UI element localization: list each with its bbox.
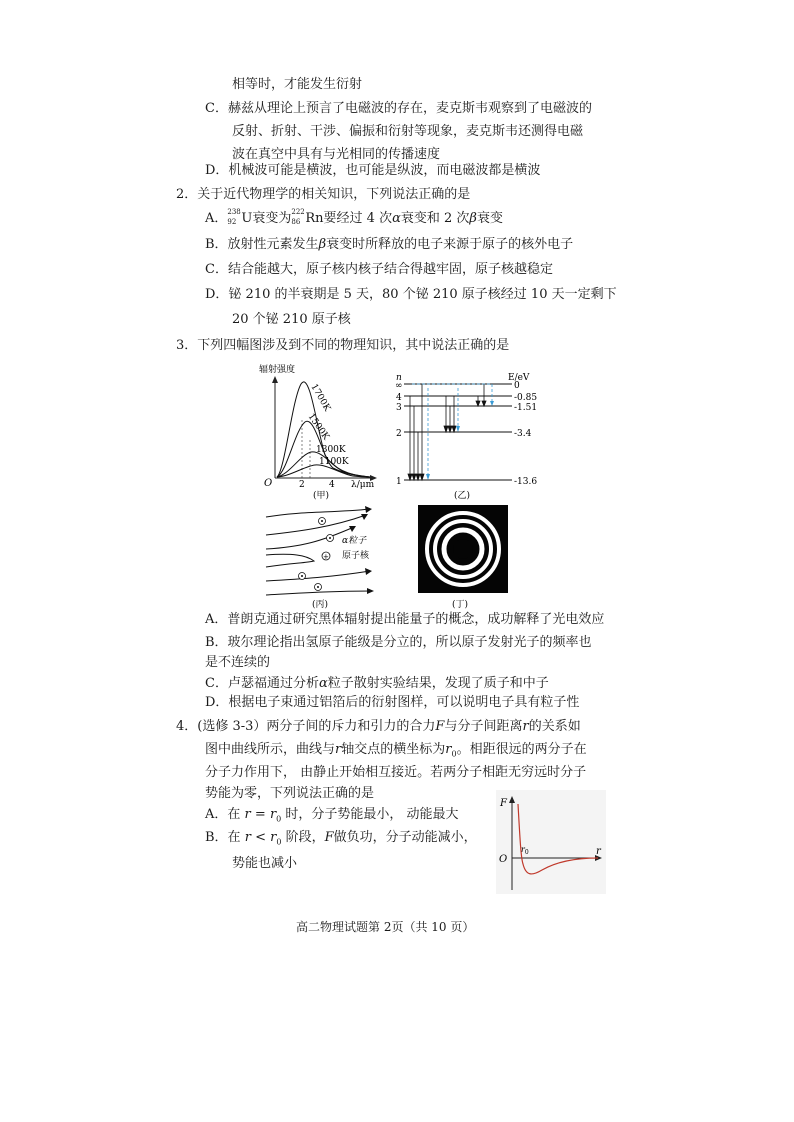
level-n-inf: ∞	[395, 381, 403, 391]
q4-stem-line2: 图中曲线所示，曲线与r轴交点的横坐标为$r_0$。相距很远的两分子在	[205, 742, 587, 759]
q2-option-b: B．放射性元素发生β衰变时所释放的电子来源于原子的核外电子	[205, 237, 574, 252]
q3-stem: 3．下列四幅图涉及到不同的物理知识，其中说法正确的是	[176, 338, 510, 353]
alpha-particle-label: α粒子	[342, 536, 367, 546]
caption-yi: (乙)	[454, 491, 471, 501]
graph-origin: O	[499, 854, 508, 865]
level-e-0: 0	[514, 381, 520, 391]
graph-r0-label: $r_0$	[521, 845, 529, 856]
figure-blackbody	[255, 360, 385, 500]
level-e-151: -1.51	[514, 403, 538, 413]
q3-option-a: A．普朗克通过研究黑体辐射提出能量子的概念，成功解释了光电效应	[205, 612, 605, 627]
q4-stem-line4: 势能为零，下列说法正确的是	[205, 786, 375, 801]
q3-option-b-line2: 是不连续的	[205, 655, 271, 670]
caption-ding: (丁)	[452, 600, 469, 610]
blackbody-origin: O	[264, 478, 273, 489]
level-n-3: 3	[396, 403, 402, 413]
q2-option-c: C．结合能越大，原子核内核子结合得越牢固，原子核越稳定	[205, 262, 553, 277]
q2-option-d-line1: D．铋 210 的半衰期是 5 天，80 个铋 210 原子核经过 10 天一定剩下	[205, 287, 617, 302]
curve-1500k: 1500K	[305, 411, 331, 443]
q4-stem-line1: 4．(选修 3-3）两分子间的斥力和引力的合力F与分子间距离r的关系如	[176, 719, 581, 734]
q4-option-b-line1: B．在 $r < r_0$ 阶段，F做负功，分子动能减小，	[205, 830, 477, 847]
q4-option-b-line2: 势能也减小	[232, 856, 298, 871]
nucleus-plus-icon: +	[323, 553, 329, 561]
level-e-136: -13.6	[514, 477, 538, 487]
page-footer: 高二物理试题第 2页（共 10 页）	[296, 920, 475, 934]
q1-option-c-line1: C．赫兹从理论上预言了电磁波的存在，麦克斯韦观察到了电磁波的	[205, 101, 592, 116]
level-e-085: -0.85	[514, 393, 538, 403]
figure-molecular-force	[496, 790, 606, 894]
graph-r-label: r	[596, 846, 601, 857]
q1-prev-tail: 相等时，才能发生衍射	[232, 77, 363, 92]
q2-option-d-line2: 20 个铋 210 原子核	[232, 312, 351, 327]
q3-option-c: C．卢瑟福通过分析α粒子散射实验结果，发现了质子和中子	[205, 676, 549, 691]
q4-option-a: A．在 $r = r_0$ 时，分子势能最小， 动能最大	[205, 807, 459, 824]
level-n-2: 2	[396, 429, 402, 439]
level-e-34: -3.4	[514, 429, 532, 439]
q2-stem: 2．关于近代物理学的相关知识，下列说法正确的是	[176, 187, 471, 202]
q1-option-c-line3: 波在真空中具有与光相同的传播速度	[232, 147, 441, 162]
blackbody-xlabel: λ/μm	[351, 480, 375, 490]
level-n-1: 1	[396, 477, 402, 487]
q2-option-a: A． 238 92 U衰变为 222 86 Rn要经过 4 次α衰变和 2 次β衰变	[205, 208, 503, 226]
levels-e-label: E/eV	[508, 373, 530, 383]
blackbody-ylabel: 辐射强度	[259, 365, 296, 375]
levels-n-label: n	[396, 373, 402, 383]
curve-1100k: 1100K	[319, 457, 349, 467]
level-n-4: 4	[396, 393, 402, 403]
caption-bing: (丙)	[312, 600, 329, 610]
graph-f-label: F	[500, 798, 507, 809]
q1-option-c-line2: 反射、折射、干涉、偏振和衍射等现象，麦克斯韦还测得电磁	[232, 124, 584, 139]
caption-jia: (甲)	[313, 491, 330, 500]
q1-option-d: D．机械波可能是横波，也可能是纵波，而电磁波都是横波	[205, 163, 541, 178]
figure-diffraction-rings	[418, 505, 510, 610]
tick-2: 2	[299, 480, 305, 490]
q4-stem-line3: 分子力作用下， 由静止开始相互接近。若两分子相距无穷远时分子	[205, 765, 587, 780]
q3-option-b-line1: B．玻尔理论指出氢原子能级是分立的，所以原子发射光子的频率也	[205, 635, 592, 650]
tick-4: 4	[329, 480, 335, 490]
figure-energy-levels	[392, 370, 542, 502]
q3-option-d: D．根据电子束通过铝箔后的衍射图样，可以说明电子具有粒子性	[205, 695, 580, 710]
figure-alpha-scattering	[262, 505, 387, 610]
nucleus-label: 原子核	[342, 551, 370, 561]
curve-1700k: 1700K	[308, 382, 332, 414]
curve-1300k: 1300K	[316, 445, 346, 455]
